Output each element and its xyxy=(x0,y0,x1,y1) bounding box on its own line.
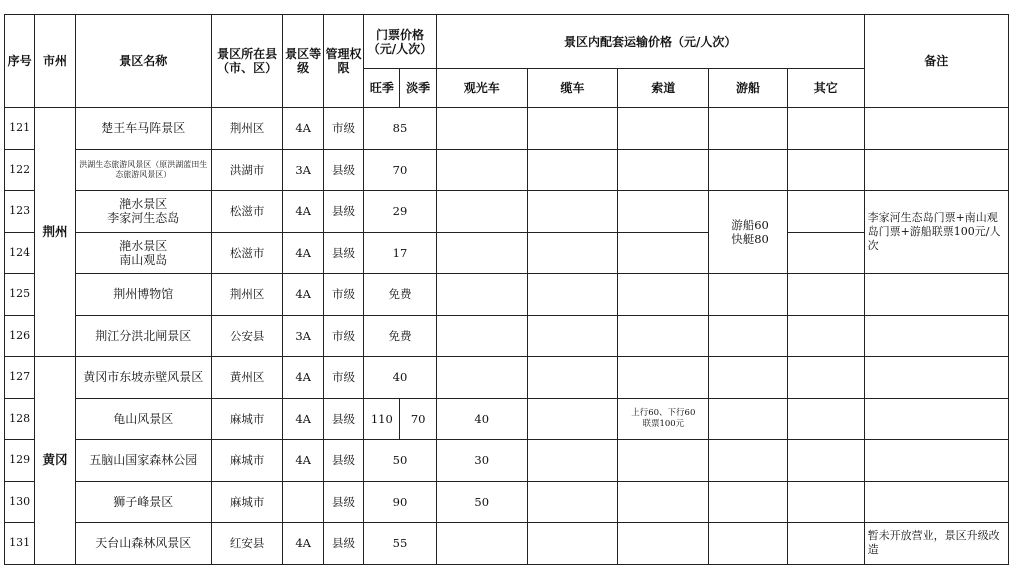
cell-seq: 123 xyxy=(5,191,35,233)
cell-boat xyxy=(709,149,788,191)
header-ropeway: 索道 xyxy=(618,69,709,108)
cell-name-line1: 滟水景区 xyxy=(119,238,168,253)
cell-boat xyxy=(709,481,788,523)
cell-county: 麻城市 xyxy=(211,481,283,523)
cell-sightseeing-car: 40 xyxy=(436,398,527,440)
cell-name: 楚王车马阵景区 xyxy=(75,108,211,150)
cell-name: 天台山森林风景区 xyxy=(75,523,211,565)
cell-authority: 县级 xyxy=(323,232,363,274)
header-remark: 备注 xyxy=(864,15,1008,108)
cell-name-line2: 南山观岛 xyxy=(119,252,168,267)
cell-sightseeing-car xyxy=(436,357,527,399)
cell-other xyxy=(787,481,864,523)
cell-seq: 130 xyxy=(5,481,35,523)
cell-other xyxy=(787,523,864,565)
header-transport: 景区内配套运输价格（元/人次） xyxy=(436,15,864,69)
cell-cable-car xyxy=(527,481,618,523)
cell-cable-car xyxy=(527,315,618,357)
cell-authority: 市级 xyxy=(323,108,363,150)
cell-cable-car xyxy=(527,440,618,482)
cell-other xyxy=(787,108,864,150)
header-ticket: 门票价格（元/人次） xyxy=(364,15,437,69)
cell-ropeway xyxy=(618,481,709,523)
cell-seq: 125 xyxy=(5,274,35,316)
cell-boat xyxy=(709,274,788,316)
cell-ticket-peak: 110 xyxy=(364,398,400,440)
cell-sightseeing-car xyxy=(436,232,527,274)
cell-level: 4A xyxy=(283,357,323,399)
cell-county: 洪湖市 xyxy=(211,149,283,191)
table-row xyxy=(5,149,1009,191)
header-seq: 序号 xyxy=(5,15,35,108)
header-city: 市州 xyxy=(35,15,75,108)
cell-ticket-price: 免费 xyxy=(364,315,437,357)
cell-level: 4A xyxy=(283,108,323,150)
cell-authority: 县级 xyxy=(323,398,363,440)
cell-level: 4A xyxy=(283,398,323,440)
cell-name xyxy=(75,232,211,274)
cell-county: 黄州区 xyxy=(211,357,283,399)
cell-remark xyxy=(864,398,1008,440)
cell-ticket-price: 40 xyxy=(364,357,437,399)
cell-other xyxy=(787,232,864,274)
table-row xyxy=(5,523,1009,565)
cell-ticket-price: 50 xyxy=(364,440,437,482)
speedboat-price: 快艇80 xyxy=(731,232,769,246)
cell-name: 洪湖生态旅游风景区（原洪湖蓝田生态旅游风景区） xyxy=(75,149,211,191)
cell-city-huanggang: 黄冈 xyxy=(35,357,75,565)
table-row xyxy=(5,191,1009,233)
cell-sightseeing-car xyxy=(436,274,527,316)
cell-boat xyxy=(709,523,788,565)
cell-cable-car xyxy=(527,232,618,274)
ropeway-price-line2: 联票100元 xyxy=(642,418,685,429)
cell-name: 五脑山国家森林公园 xyxy=(75,440,211,482)
table-row xyxy=(5,232,1009,274)
cell-level: 3A xyxy=(283,315,323,357)
cell-cable-car xyxy=(527,149,618,191)
cell-ropeway xyxy=(618,108,709,150)
table-row xyxy=(5,357,1009,399)
cell-level: 4A xyxy=(283,523,323,565)
cell-boat xyxy=(709,440,788,482)
table-row xyxy=(5,315,1009,357)
cell-ropeway xyxy=(618,274,709,316)
cell-remark-merged: 李家河生态岛门票+南山观岛门票+游船联票100元/人次 xyxy=(864,191,1008,274)
cell-sightseeing-car xyxy=(436,315,527,357)
cell-remark: 暂未开放营业，景区升级改造 xyxy=(864,523,1008,565)
header-ticket-peak: 旺季 xyxy=(364,69,400,108)
cell-sightseeing-car xyxy=(436,523,527,565)
cell-name: 荆江分洪北闸景区 xyxy=(75,315,211,357)
cell-other xyxy=(787,440,864,482)
cell-other xyxy=(787,315,864,357)
cell-other xyxy=(787,357,864,399)
cell-name: 狮子峰景区 xyxy=(75,481,211,523)
cell-ticket-price: 85 xyxy=(364,108,437,150)
cell-remark xyxy=(864,315,1008,357)
cell-level: 4A xyxy=(283,274,323,316)
cell-ropeway xyxy=(618,398,709,440)
cell-authority: 县级 xyxy=(323,481,363,523)
cell-ticket-price: 70 xyxy=(364,149,437,191)
cell-cable-car xyxy=(527,398,618,440)
cell-sightseeing-car: 30 xyxy=(436,440,527,482)
table-row xyxy=(5,274,1009,316)
cell-ticket-price: 55 xyxy=(364,523,437,565)
cell-authority: 县级 xyxy=(323,440,363,482)
cell-sightseeing-car xyxy=(436,149,527,191)
cell-county: 荆州区 xyxy=(211,274,283,316)
cell-name: 黄冈市东坡赤壁风景区 xyxy=(75,357,211,399)
cell-boat xyxy=(709,315,788,357)
cell-remark xyxy=(864,108,1008,150)
cell-ropeway xyxy=(618,191,709,233)
table-row xyxy=(5,108,1009,150)
cell-seq: 122 xyxy=(5,149,35,191)
cell-name-line1: 滟水景区 xyxy=(119,197,168,212)
cell-seq: 126 xyxy=(5,315,35,357)
header-county: 景区所在县（市、区） xyxy=(211,15,283,108)
cell-sightseeing-car xyxy=(436,108,527,150)
cell-ropeway xyxy=(618,232,709,274)
cell-remark xyxy=(864,274,1008,316)
cell-authority: 市级 xyxy=(323,274,363,316)
header-name: 景区名称 xyxy=(75,15,211,108)
cell-cable-car xyxy=(527,191,618,233)
cell-ropeway xyxy=(618,357,709,399)
boat-price: 游船60 xyxy=(731,218,769,232)
cell-cable-car xyxy=(527,108,618,150)
cell-remark xyxy=(864,440,1008,482)
cell-city-jingzhou: 荆州 xyxy=(35,108,75,357)
cell-authority: 县级 xyxy=(323,523,363,565)
cell-authority: 县级 xyxy=(323,191,363,233)
cell-county: 麻城市 xyxy=(211,440,283,482)
cell-ropeway xyxy=(618,315,709,357)
header-other: 其它 xyxy=(787,69,864,108)
cell-ticket-price: 17 xyxy=(364,232,437,274)
ropeway-price-line1: 上行60、下行60 xyxy=(631,407,696,418)
cell-other xyxy=(787,274,864,316)
header-level: 景区等级 xyxy=(283,15,323,108)
cell-ropeway xyxy=(618,440,709,482)
cell-name xyxy=(75,191,211,233)
cell-sightseeing-car xyxy=(436,191,527,233)
cell-ropeway xyxy=(618,523,709,565)
cell-level: 3A xyxy=(283,149,323,191)
cell-county: 荆州区 xyxy=(211,108,283,150)
cell-boat-merged xyxy=(709,191,788,274)
header-ticket-off: 淡季 xyxy=(400,69,436,108)
cell-authority: 市级 xyxy=(323,357,363,399)
cell-ropeway xyxy=(618,149,709,191)
cell-boat xyxy=(709,398,788,440)
header-authority: 管理权限 xyxy=(323,15,363,108)
cell-boat xyxy=(709,357,788,399)
cell-seq: 124 xyxy=(5,232,35,274)
header-sightseeing-car: 观光车 xyxy=(436,69,527,108)
cell-level xyxy=(283,481,323,523)
cell-remark xyxy=(864,149,1008,191)
cell-seq: 127 xyxy=(5,357,35,399)
cell-boat xyxy=(709,108,788,150)
cell-ticket-off: 70 xyxy=(400,398,436,440)
cell-level: 4A xyxy=(283,191,323,233)
cell-authority: 市级 xyxy=(323,315,363,357)
cell-county: 松滋市 xyxy=(211,191,283,233)
cell-county: 公安县 xyxy=(211,315,283,357)
cell-cable-car xyxy=(527,274,618,316)
cell-remark xyxy=(864,481,1008,523)
cell-county: 麻城市 xyxy=(211,398,283,440)
cell-seq: 131 xyxy=(5,523,35,565)
cell-seq: 129 xyxy=(5,440,35,482)
cell-name: 荆州博物馆 xyxy=(75,274,211,316)
cell-name: 龟山风景区 xyxy=(75,398,211,440)
cell-other xyxy=(787,191,864,233)
cell-county: 松滋市 xyxy=(211,232,283,274)
cell-remark xyxy=(864,357,1008,399)
cell-level: 4A xyxy=(283,232,323,274)
cell-seq: 121 xyxy=(5,108,35,150)
cell-authority: 县级 xyxy=(323,149,363,191)
table-row xyxy=(5,398,1009,440)
cell-cable-car xyxy=(527,523,618,565)
cell-name-line2: 李家河生态岛 xyxy=(107,211,180,226)
cell-county: 红安县 xyxy=(211,523,283,565)
cell-cable-car xyxy=(527,357,618,399)
table-row xyxy=(5,481,1009,523)
cell-ticket-price: 29 xyxy=(364,191,437,233)
cell-other xyxy=(787,149,864,191)
header-boat: 游船 xyxy=(709,69,788,108)
cell-ticket-price: 90 xyxy=(364,481,437,523)
cell-other xyxy=(787,398,864,440)
scenic-price-table xyxy=(4,14,1009,565)
header-cable-car: 缆车 xyxy=(527,69,618,108)
cell-sightseeing-car: 50 xyxy=(436,481,527,523)
cell-ticket-price: 免费 xyxy=(364,274,437,316)
table-row xyxy=(5,440,1009,482)
cell-seq: 128 xyxy=(5,398,35,440)
cell-level: 4A xyxy=(283,440,323,482)
